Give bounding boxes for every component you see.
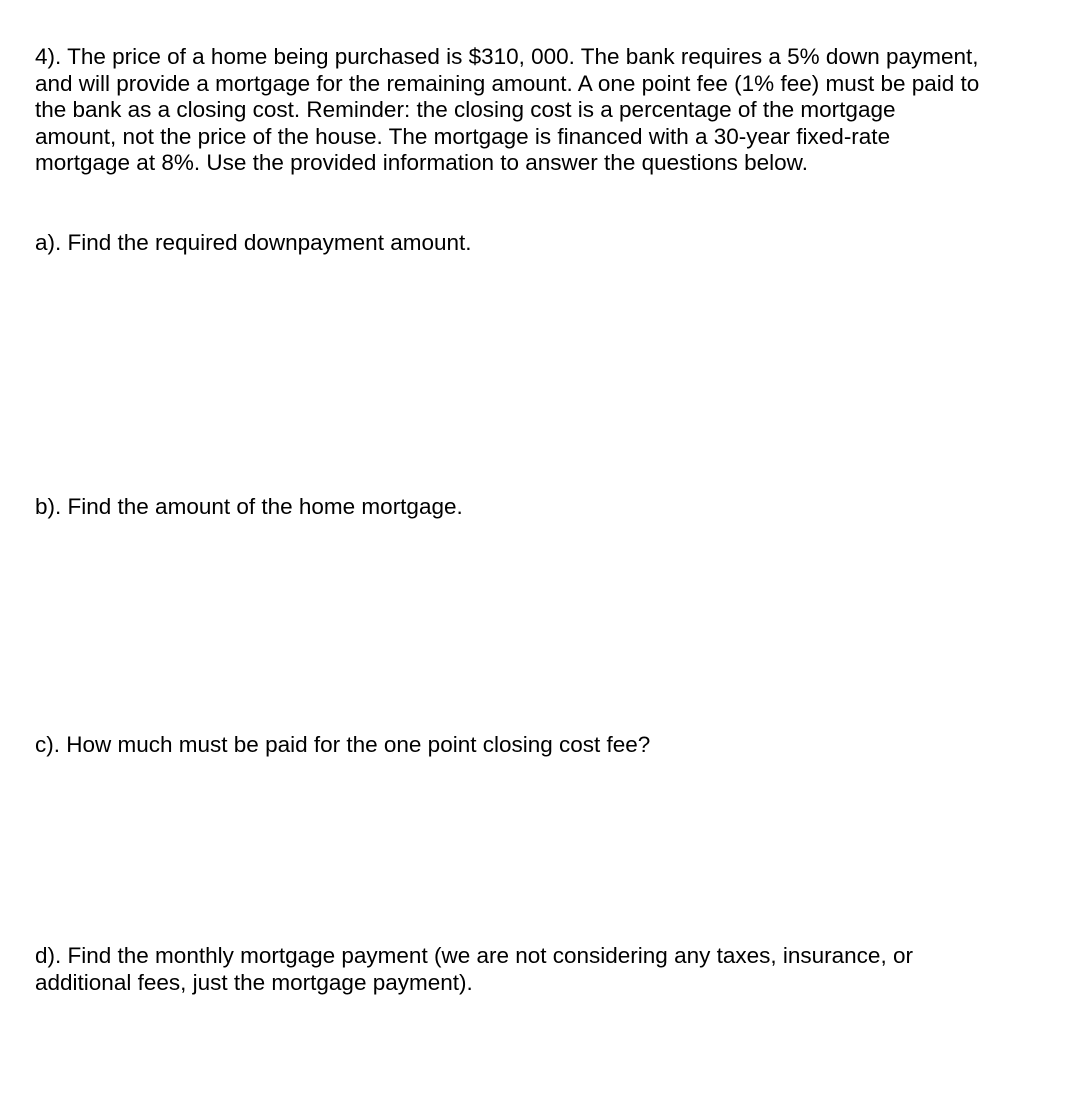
question-d: d). Find the monthly mortgage payment (we are not considering any taxes, insurance, or additional fees, just the mortgage payment). [35, 943, 913, 995]
question-b: b). Find the amount of the home mortgage. [35, 494, 463, 519]
question-c: c). How much must be paid for the one point closing cost fee? [35, 732, 651, 757]
problem-statement: 4). The price of a home being purchased is $310, 000. The bank requires a 5% down payment, and will provide a mortgage for the remaining amount. A one point fee (1% fee) must be paid to the bank as a closing cost. Reminder: the closing cost is a percentage of the mortgage amount, not the price of the house. The mortgage is financed with a 30-year fixed-rate mortgage at 8%. Use the provided information to answer the questions below. [35, 44, 980, 175]
question-a: a). Find the required downpayment amount. [35, 230, 472, 255]
